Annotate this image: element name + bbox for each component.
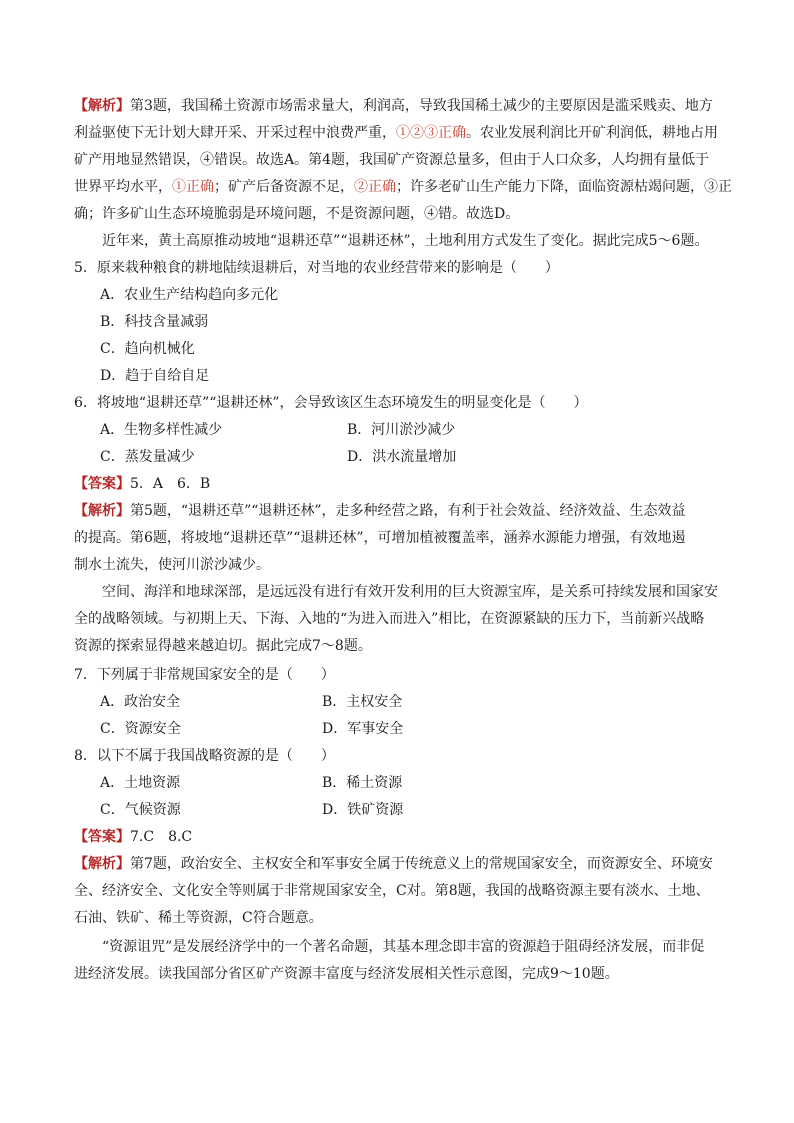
intro-9-10-line-1: “资源诅咒”是发展经济学中的一个著名命题，其基本理念即丰富的资源趋于阻碍经济发展，而非促 xyxy=(102,939,705,955)
question-8-stem: 8．以下不属于我国战略资源的是（ ） xyxy=(74,748,335,764)
answer-7-8: 【答案】7.C 8.C xyxy=(74,829,193,845)
analysis-3-4-line-5: 确；许多矿山生态环境脆弱是环境问题，不是资源问题，④错。故选D。 xyxy=(74,206,520,222)
analysis-7-8-line-3: 石油、铁矿、稀土等资源，C符合题意。 xyxy=(74,910,323,926)
intro-7-8-line-2: 全的战略领域。与初期上天、下海、入地的“为进入而进入”相比，在资源紧缺的压力下，当前新兴战略 xyxy=(74,611,705,627)
question-8-option-a: A．土地资源 xyxy=(100,775,181,791)
analysis-7-8-line-1: 【解析】第7题，政治安全、主权安全和军事安全属于传统意义上的常规国家安全，而资源安全、环境安 xyxy=(74,856,713,872)
analysis-3-4-line-3: 矿产用地显然错误，④错误。故选A。第4题，我国矿产资源总量多，但由于人口众多，人均拥有量低于 xyxy=(74,152,710,168)
question-7-option-b: B．主权安全 xyxy=(322,694,403,710)
question-7-option-a: A．政治安全 xyxy=(100,694,181,710)
question-5-option-a: A．农业生产结构趋向多元化 xyxy=(100,287,279,303)
question-5-option-b: B．科技含量减弱 xyxy=(100,314,209,330)
analysis-7-8-line-2: 全、经济安全、文化安全等则属于非常规国家安全，C对。第8题，我国的战略资源主要有淡水、土地、 xyxy=(74,883,710,899)
answer-tag: 【答案】 xyxy=(74,829,130,845)
analysis-3-4-line-1: 【解析】第3题，我国稀土资源市场需求量大，利润高，导致我国稀土减少的主要原因是滥采贱卖、地方 xyxy=(74,98,713,114)
intro-5-6: 近年来，黄土高原推动坡地“退耕还草”“退耕还林”，土地利用方式发生了变化。据此完成5～6题。 xyxy=(102,233,709,249)
question-5-option-c: C．趋向机械化 xyxy=(100,341,195,357)
analysis-tag: 【解析】 xyxy=(74,856,130,872)
question-7-option-d: D．军事安全 xyxy=(322,721,404,737)
analysis-3-4-line-2: 利益驱使下无计划大肆开采、开采过程中浪费严重，①②③正确。农业发展利润比开矿利润低，耕地占用 xyxy=(74,125,718,141)
question-6-option-a: A．生物多样性减少 xyxy=(100,422,223,438)
question-5-stem: 5．原来栽种粮食的耕地陆续退耕后，对当地的农业经营带来的影响是（ ） xyxy=(74,260,559,276)
question-7-stem: 7．下列属于非常规国家安全的是（ ） xyxy=(74,667,335,683)
question-6-option-d: D．洪水流量增加 xyxy=(347,449,457,465)
analysis-5-6-line-2: 的提高。第6题，将坡地“退耕还草”“退耕还林”，可增加植被覆盖率，涵养水源能力增强，有效地遏 xyxy=(74,530,686,546)
question-5-option-d: D．趋于自给自足 xyxy=(100,368,210,384)
question-8-option-c: C．气候资源 xyxy=(100,802,181,818)
analysis-tag: 【解析】 xyxy=(74,503,130,519)
analysis-5-6-line-1: 【解析】第5题，“退耕还草”“退耕还林”，走多种经营之路，有利于社会效益、经济效益、生态效益 xyxy=(74,503,686,519)
question-6-option-c: C．蒸发量减少 xyxy=(100,449,195,465)
analysis-tag: 【解析】 xyxy=(74,98,130,114)
intro-7-8-line-1: 空间、海洋和地球深部，是远远没有进行有效开发利用的巨大资源宝库，是关系可持续发展和国家安 xyxy=(102,584,718,600)
question-7-option-c: C．资源安全 xyxy=(100,721,181,737)
analysis-5-6-line-3: 制水土流失，使河川淤沙减少。 xyxy=(74,557,270,573)
question-6-option-b: B．河川淤沙减少 xyxy=(347,422,456,438)
question-6-stem: 6．将坡地“退耕还草”“退耕还林”，会导致该区生态环境发生的明显变化是（ ） xyxy=(74,395,588,411)
question-8-option-d: D．铁矿资源 xyxy=(322,802,404,818)
analysis-3-4-line-4: 世界平均水平，①正确；矿产后备资源不足，②正确；许多老矿山生产能力下降，面临资源枯竭问题，③正 xyxy=(74,179,732,195)
intro-7-8-line-3: 资源的探索显得越来越迫切。据此完成7～8题。 xyxy=(74,638,372,654)
answer-tag: 【答案】 xyxy=(74,476,130,492)
question-8-option-b: B．稀土资源 xyxy=(322,775,403,791)
intro-9-10-line-2: 进经济发展。读我国部分省区矿产资源丰富度与经济发展相关性示意图，完成9～10题。 xyxy=(74,966,619,982)
answer-5-6: 【答案】5．A 6．B xyxy=(74,476,211,492)
